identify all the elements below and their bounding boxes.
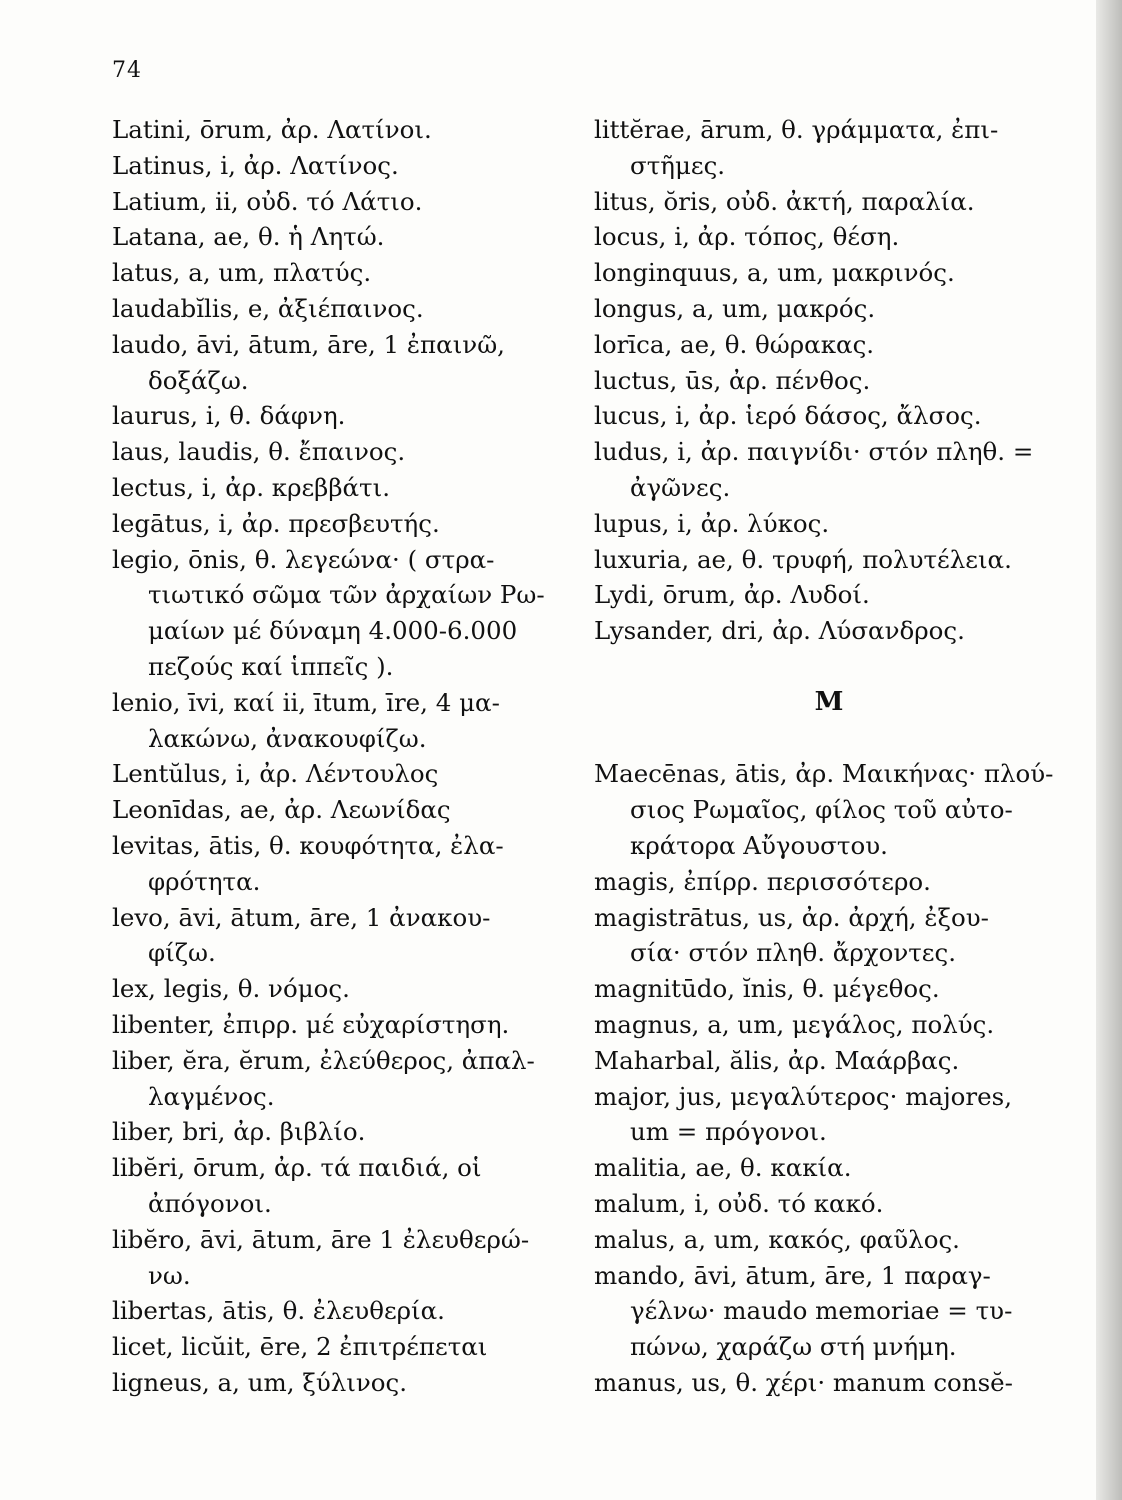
dictionary-entry-continuation: σία· στόν πληθ. ἄρχοντες. (630, 938, 956, 968)
dictionary-entry: manus, us, θ. χέρι· manum consĕ- (594, 1367, 1013, 1397)
dictionary-entry: magnus, a, um, μεγάλος, πολύς. (594, 1009, 995, 1039)
dictionary-entry-continuation: πεζούς καί ἱππεῖς ). (148, 651, 394, 681)
spacer (594, 649, 1064, 685)
dictionary-entry: Latium, ii, οὐδ. τό Λάτιο. (112, 186, 423, 216)
dictionary-entry-continuation: φίζω. (148, 938, 216, 968)
dictionary-entry: lex, legis, θ. νόμος. (112, 974, 350, 1004)
dictionary-entry: litus, ŏris, οὐδ. ἀκτή, παραλία. (594, 186, 975, 216)
dictionary-entry: Lysander, dri, ἀρ. Λύσανδρος. (594, 616, 965, 646)
dictionary-entry: libĕri, ōrum, ἀρ. τά παιδιά, οἱ (112, 1153, 482, 1183)
dictionary-entry: ludus, i, ἀρ. παιγνίδι· στόν πληθ. = (594, 437, 1034, 467)
dictionary-entry: libertas, ātis, θ. ἐλευθερία. (112, 1296, 445, 1326)
dictionary-entry: lorīca, ae, θ. θώρακας. (594, 329, 875, 359)
dictionary-entry: libĕro, āvi, ātum, āre 1 ἐλευθερώ- (112, 1224, 530, 1254)
dictionary-entry: levo, āvi, ātum, āre, 1 ἀνακου- (112, 902, 491, 932)
dictionary-entry: liber, bri, ἀρ. βιβλίο. (112, 1117, 366, 1147)
dictionary-entry: Maharbal, ălis, ἀρ. Μαάρβας. (594, 1045, 960, 1075)
section-letter-heading: M (814, 686, 844, 717)
dictionary-entry-continuation: νω. (148, 1260, 191, 1290)
dictionary-entry: licet, licŭit, ēre, 2 ἐπιτρέπεται (112, 1332, 488, 1362)
dictionary-entry-continuation: um = πρόγονοι. (630, 1117, 827, 1147)
dictionary-entry: mando, āvi, ātum, āre, 1 παραγ- (594, 1260, 991, 1290)
page-number: 74 (112, 58, 142, 83)
dictionary-entry: Latana, ae, θ. ἡ Λητώ. (112, 222, 385, 252)
dictionary-entry: liber, ĕra, ĕrum, ἐλεύθερος, ἀπαλ- (112, 1045, 535, 1075)
dictionary-entry: latus, a, um, πλατύς. (112, 258, 372, 288)
dictionary-entry: levitas, ātis, θ. κουφότητα, ἐλα- (112, 830, 504, 860)
dictionary-entry-continuation: λακώνω, ἀνακουφίζω. (148, 723, 427, 753)
dictionary-entry: longinquus, a, um, μακρινός. (594, 258, 955, 288)
dictionary-entry-continuation: δοξάζω. (148, 365, 249, 395)
dictionary-entry-continuation: λαγμένος. (148, 1081, 275, 1111)
dictionary-entry: lenio, īvi, καί ii, ītum, īre, 4 μα- (112, 687, 500, 717)
dictionary-entry: longus, a, um, μακρός. (594, 293, 876, 323)
left-column (112, 112, 572, 1401)
dictionary-entry: luxuria, ae, θ. τρυφή, πολυτέλεια. (594, 544, 1012, 574)
dictionary-entry: laurus, i, θ. δάφνη. (112, 401, 346, 431)
dictionary-entry: Leonīdas, ae, ἀρ. Λεωνίδας (112, 795, 451, 825)
dictionary-entry: malitia, ae, θ. κακία. (594, 1153, 852, 1183)
dictionary-entry: lectus, i, ἀρ. κρεββάτι. (112, 472, 390, 502)
dictionary-entry: laus, laudis, θ. ἔπαινος. (112, 437, 406, 467)
dictionary-entry: legio, ōnis, θ. λεγεώνα· ( στρα- (112, 544, 495, 574)
dictionary-entry: laudabĭlis, e, ἀξιέπαινος. (112, 293, 424, 323)
dictionary-entry: malum, i, οὐδ. τό κακό. (594, 1188, 884, 1218)
dictionary-entry-continuation: τιωτικό σῶμα τῶν ἀρχαίων Ρω- (148, 580, 545, 610)
dictionary-entry: Maecēnas, ātis, ἀρ. Μαικήνας· πλού- (594, 759, 1054, 789)
page-edge-shadow (1096, 0, 1122, 1500)
dictionary-entry: laudo, āvi, ātum, āre, 1 ἐπαινῶ, (112, 329, 505, 359)
dictionary-entry-continuation: φρότητα. (148, 866, 261, 896)
right-column (594, 112, 1064, 1401)
dictionary-entry: magis, ἐπίρρ. περισσότερο. (594, 866, 931, 896)
dictionary-entry-continuation: γέλνω· maudo memoriae = τυ- (630, 1296, 1013, 1326)
dictionary-entry: major, jus, μεγαλύτερος· majores, (594, 1081, 1012, 1111)
dictionary-entry: ligneus, a, um, ξύλινος. (112, 1367, 408, 1397)
dictionary-entry: malus, a, um, κακός, φαῦλος. (594, 1224, 960, 1254)
dictionary-entry: lupus, i, ἀρ. λύκος. (594, 508, 830, 538)
dictionary-entry: Latinus, i, ἀρ. Λατίνος. (112, 150, 399, 180)
dictionary-entry: littĕrae, ārum, θ. γράμματα, ἐπι- (594, 115, 999, 144)
dictionary-entry: legātus, i, ἀρ. πρεσβευτής. (112, 508, 440, 538)
dictionary-entry: magnitūdo, ĭnis, θ. μέγεθος. (594, 974, 940, 1004)
dictionary-entry-continuation: ἀπόγονοι. (148, 1188, 272, 1218)
dictionary-entry: magistrātus, us, ἀρ. ἀρχή, ἐξου- (594, 902, 989, 932)
dictionary-entry: luctus, ūs, ἀρ. πένθος. (594, 365, 871, 395)
dictionary-entry-continuation: κράτορα Αὔγουστου. (630, 830, 888, 860)
dictionary-entry-continuation: πώνω, χαράζω στή μνήμη. (630, 1332, 957, 1362)
dictionary-entry: Latini, ōrum, ἀρ. Λατίνοι. (112, 115, 432, 144)
dictionary-entry-continuation: μαίων μέ δύναμη 4.000-6.000 (148, 616, 518, 646)
dictionary-entry-continuation: στῆμες. (630, 150, 726, 180)
dictionary-entry: Lydi, ōrum, ἀρ. Λυδοί. (594, 580, 870, 610)
dictionary-entry: lucus, i, ἀρ. ἱερό δάσος, ἄλσος. (594, 401, 982, 431)
dictionary-entry-continuation: ἀγῶνες. (630, 472, 731, 502)
dictionary-entry: locus, i, ἀρ. τόπος, θέση. (594, 222, 900, 252)
spacer (594, 721, 1064, 757)
dictionary-entry: Lentŭlus, i, ἀρ. Λέντουλος (112, 759, 439, 789)
dictionary-entry: libenter, ἐπιρρ. μέ εὐχαρίστηση. (112, 1009, 510, 1039)
dictionary-entry-continuation: σιος Ρωμαῖος, φίλος τοῦ αὐτο- (630, 795, 1013, 825)
